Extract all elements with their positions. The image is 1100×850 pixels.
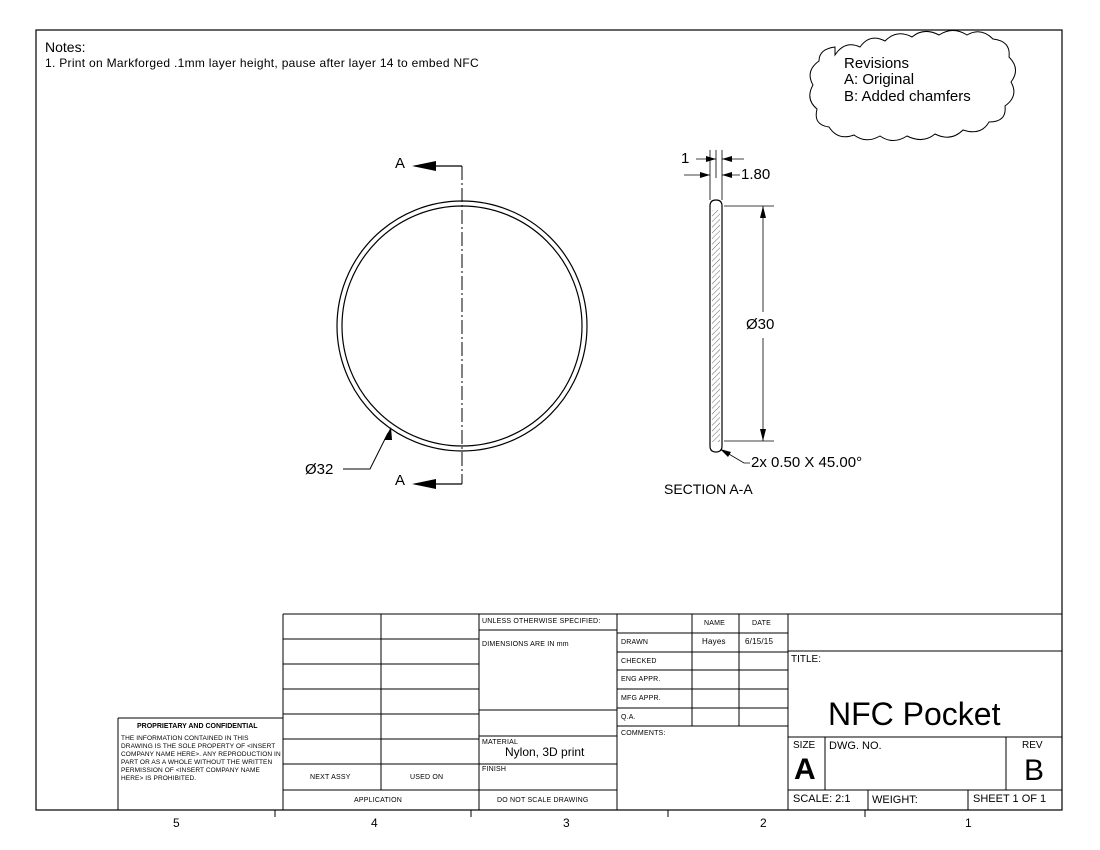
section-arrow-bottom: [412, 479, 436, 489]
comments-label: COMMENTS:: [621, 730, 666, 737]
application-label: APPLICATION: [354, 797, 402, 804]
unless-specified: UNLESS OTHERWISE SPECIFIED:: [482, 618, 601, 625]
section-caption: SECTION A-A: [664, 481, 753, 497]
weight-label: WEIGHT:: [872, 794, 918, 806]
zone-5: 5: [173, 816, 180, 830]
mfg-appr-label: MFG APPR.: [621, 695, 661, 702]
scale-label: SCALE: 2:1: [793, 793, 851, 805]
proprietary-text: THE INFORMATION CONTAINED IN THIS DRAWING IS THE SOLE PROPERTY OF <INSERT COMPANY NAME HERE>. ANY REPRODUCTION IN PART OR AS A WHOLE WITHOUT THE WRITTEN PERMISSION OF <INSERT COMPANY NAME HERE> IS PROHIBITED.: [121, 735, 281, 782]
zone-2: 2: [760, 816, 767, 830]
sheet-border: [36, 30, 1062, 810]
title-label: TITLE:: [791, 654, 822, 665]
zone-1: 1: [965, 816, 972, 830]
revision-b: B: Added chamfers: [844, 88, 971, 105]
drawn-date: 6/15/15: [745, 637, 774, 646]
dim-1-80-label: 1.80: [741, 166, 771, 183]
size-label: SIZE: [793, 740, 816, 751]
zone-3: 3: [563, 816, 570, 830]
sheet-label: SHEET 1 OF 1: [973, 793, 1047, 805]
checked-label: CHECKED: [621, 658, 657, 665]
qa-label: Q.A.: [621, 714, 636, 721]
notes-title: Notes:: [45, 39, 86, 55]
col-name: NAME: [704, 620, 726, 627]
section-hatch: [712, 210, 720, 442]
section-arrow-top: [412, 161, 436, 171]
title-value: NFC Pocket: [828, 696, 1001, 732]
drawn-label: DRAWN: [621, 639, 649, 646]
note-1: 1. Print on Markforged .1mm layer height, pause after layer 14 to embed NFC: [45, 56, 480, 70]
section-label-top: A: [395, 155, 406, 172]
dim-dia-30-label: Ø30: [746, 316, 775, 333]
col-date: DATE: [752, 620, 771, 627]
dwg-no-label: DWG. NO.: [829, 740, 882, 752]
section-label-bottom: A: [395, 472, 406, 489]
zone-ticks: [275, 810, 865, 817]
dimensions-note: DIMENSIONS ARE IN mm: [482, 641, 569, 648]
front-view: [337, 161, 587, 489]
rev-value: B: [1024, 754, 1045, 787]
used-on-label: USED ON: [410, 774, 444, 781]
size-value: A: [794, 753, 816, 786]
diameter-32-label: Ø32: [305, 461, 334, 478]
rev-label: REV: [1022, 740, 1043, 751]
material-value: Nylon, 3D print: [505, 745, 585, 759]
finish-label: FINISH: [482, 766, 507, 773]
material-label: MATERIAL: [482, 739, 519, 746]
next-assy-label: NEXT ASSY: [310, 774, 351, 781]
eng-appr-label: ENG APPR.: [621, 676, 661, 683]
revision-a: A: Original: [844, 71, 915, 88]
zone-4: 4: [371, 816, 378, 830]
dim-1-label: 1: [681, 150, 690, 167]
do-not-scale: DO NOT SCALE DRAWING: [497, 797, 589, 804]
drawn-name: Hayes: [702, 637, 726, 646]
diameter-leader: [343, 433, 388, 469]
proprietary-title: PROPRIETARY AND CONFIDENTIAL: [137, 723, 258, 730]
section-view: [684, 150, 774, 463]
chamfer-label: 2x 0.50 X 45.00°: [751, 454, 863, 471]
revisions-title: Revisions: [844, 55, 910, 72]
